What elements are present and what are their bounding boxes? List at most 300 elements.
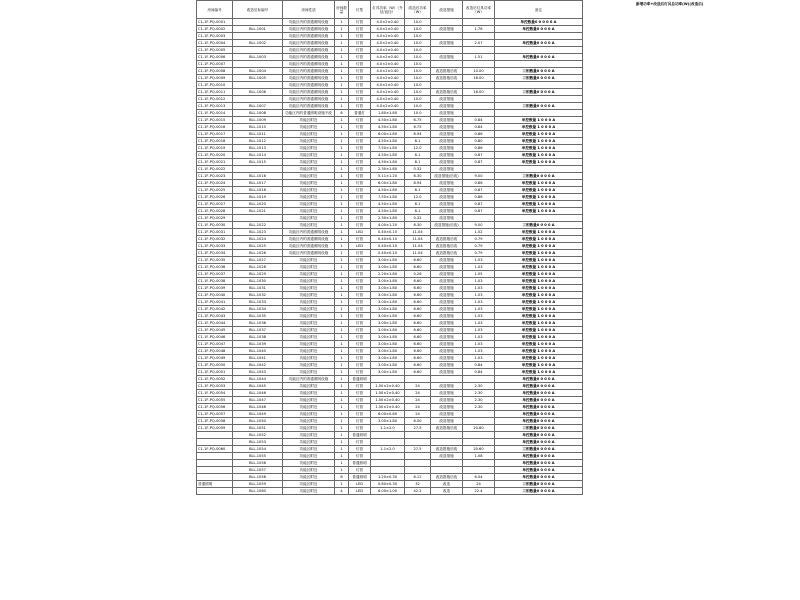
table-cell: C1-1F-PQ-0027 bbox=[197, 201, 233, 208]
table-cell: BLL-1035 bbox=[233, 313, 283, 320]
table-cell: 0.87 bbox=[463, 152, 495, 159]
table-cell: BLL-1031 bbox=[233, 285, 283, 292]
table-cell bbox=[405, 432, 431, 439]
table-cell: 功能区附近 bbox=[283, 201, 335, 208]
table-cell: 改造措施 bbox=[431, 145, 463, 152]
table-cell: 三相数量0 0 0 0 A bbox=[495, 222, 583, 229]
table-cell: 灯管 bbox=[349, 208, 371, 215]
table-cell: 三相数量0 0 0 0 A bbox=[495, 425, 583, 432]
column-header: 灯型 bbox=[349, 1, 371, 19]
table-cell: 功能区内的普通照明设施 bbox=[283, 82, 335, 89]
table-cell: 1 bbox=[335, 103, 349, 110]
table-cell: 1 bbox=[335, 376, 349, 383]
table-cell: 0.40×0.10 bbox=[371, 243, 405, 250]
table-cell: 功能区附近 bbox=[283, 460, 335, 467]
table-cell: 功能区附近 bbox=[283, 425, 335, 432]
table-cell: 单控数量0 0 0 0 A bbox=[495, 453, 583, 460]
table-cell: 24 bbox=[405, 404, 431, 411]
table-cell bbox=[463, 411, 495, 418]
table-cell: 1.20×0.30 bbox=[371, 474, 405, 481]
table-cell: 1 bbox=[335, 397, 349, 404]
table-cell: 4.0×2×0.40 bbox=[371, 61, 405, 68]
table-cell: 灯管 bbox=[349, 166, 371, 173]
table-cell: 功能区附近 bbox=[283, 138, 335, 145]
table-cell: 改造措施 bbox=[431, 152, 463, 159]
table-cell: 功能区内的普通照明设施 bbox=[283, 26, 335, 33]
table-cell: 单控数量0 0 0 0 A bbox=[495, 474, 583, 481]
table-cell: 功能区内的普通照明设施 bbox=[283, 236, 335, 243]
table-cell: 0.79 bbox=[463, 250, 495, 257]
table-row bbox=[197, 180, 583, 187]
table-cell: 8.94 bbox=[405, 180, 431, 187]
table-cell: C1-1F-PQ-0038 bbox=[197, 278, 233, 285]
table-cell: 4.50×1.80 bbox=[371, 208, 405, 215]
table-cell: 改造 bbox=[431, 488, 463, 495]
table-cell: 单控数量 1 0 0 0 A bbox=[495, 362, 583, 369]
table-cell: 单控数量 1 0 0 0 A bbox=[495, 194, 583, 201]
table-cell: 4.50×1.80 bbox=[371, 124, 405, 131]
table-cell: 灯管 bbox=[349, 54, 371, 61]
table-cell bbox=[405, 439, 431, 446]
table-cell: 单控数量 1 0 0 0 A bbox=[495, 236, 583, 243]
table-cell: 改造措施后改 bbox=[431, 250, 463, 257]
table-cell bbox=[431, 460, 463, 467]
table-cell: 功能区附近 bbox=[283, 264, 335, 271]
table-cell: 1 bbox=[335, 271, 349, 278]
table-cell: 功能区内的普通照明设施 bbox=[283, 47, 335, 54]
table-cell: 1.03 bbox=[463, 285, 495, 292]
table-cell: 1 bbox=[335, 327, 349, 334]
table-cell: 1 bbox=[335, 453, 349, 460]
table-cell: 功能区附近 bbox=[283, 159, 335, 166]
table-cell: 1 bbox=[335, 47, 349, 54]
table-cell: 灯管 bbox=[349, 117, 371, 124]
table-cell: BLL-1039 bbox=[233, 341, 283, 348]
table-row bbox=[197, 446, 583, 453]
table-cell bbox=[431, 47, 463, 54]
table-cell: 单控数量 1 0 0 0 A bbox=[495, 285, 583, 292]
table-cell: 0.26 bbox=[405, 271, 431, 278]
table-cell: 功能区内的普通照明设施 bbox=[283, 75, 335, 82]
table-cell: C1-1F-PQ-0022 bbox=[197, 166, 233, 173]
table-cell: C1-1F-PQ-0049 bbox=[197, 355, 233, 362]
table-cell bbox=[405, 467, 431, 474]
table-row bbox=[197, 439, 583, 446]
table-cell: BLL-1038 bbox=[233, 334, 283, 341]
table-cell: C1-1F-PQ-0025 bbox=[197, 187, 233, 194]
table-cell bbox=[431, 432, 463, 439]
table-cell: 6.60 bbox=[405, 306, 431, 313]
table-cell bbox=[405, 376, 431, 383]
table-cell: C1-1F-PQ-0011 bbox=[197, 89, 233, 96]
table-cell: 6 bbox=[335, 110, 349, 117]
table-cell: 1.03 bbox=[463, 264, 495, 271]
table-cell: C1-1F-PQ-0030 bbox=[197, 222, 233, 229]
table-cell: 0.86 bbox=[463, 194, 495, 201]
table-cell: 单控数量 1 0 0 0 A bbox=[495, 257, 583, 264]
table-cell: 0.40×0.10 bbox=[371, 236, 405, 243]
table-cell: 1 bbox=[335, 369, 349, 376]
table-cell: 单控数量 1 0 0 0 A bbox=[495, 334, 583, 341]
table-cell: 20.60 bbox=[463, 425, 495, 432]
table-cell: 1 bbox=[335, 467, 349, 474]
table-cell: BLL-1009 bbox=[233, 117, 283, 124]
table-cell bbox=[495, 61, 583, 68]
table-row bbox=[197, 460, 583, 467]
table-row bbox=[197, 404, 583, 411]
table-cell: BLL-1042 bbox=[233, 362, 283, 369]
table-cell: C1-1F-PQ-0003 bbox=[197, 33, 233, 40]
table-cell: 灯管 bbox=[349, 446, 371, 453]
table-cell: 1.80×1.80 bbox=[371, 110, 405, 117]
table-cell: 1 bbox=[335, 82, 349, 89]
table-cell: 1 bbox=[335, 432, 349, 439]
table-row bbox=[197, 411, 583, 418]
table-cell: 改造措施后改 bbox=[431, 236, 463, 243]
table-cell: 单控数量0 0 0 0 A bbox=[495, 404, 583, 411]
table-cell: 功能区附近 bbox=[283, 362, 335, 369]
table-cell: 3.00×1.80 bbox=[371, 362, 405, 369]
table-cell: 6.60 bbox=[405, 278, 431, 285]
table-cell: 功能区内的普通照明设施 bbox=[283, 54, 335, 61]
table-cell: 1 bbox=[335, 138, 349, 145]
table-cell: 8.1 bbox=[405, 152, 431, 159]
table-cell: C1-1F-PQ-0044 bbox=[197, 320, 233, 327]
table-cell: BLL-1032 bbox=[233, 292, 283, 299]
table-cell: 灯管 bbox=[349, 383, 371, 390]
table-cell: 16.00 bbox=[463, 89, 495, 96]
table-row bbox=[197, 250, 583, 257]
table-cell: BLL-1016 bbox=[233, 173, 283, 180]
table-cell: C1-1F-PQ-0045 bbox=[197, 327, 233, 334]
table-cell bbox=[431, 376, 463, 383]
table-cell bbox=[431, 82, 463, 89]
table-cell bbox=[197, 432, 233, 439]
table-cell: 4.0×2×0.40 bbox=[371, 54, 405, 61]
table-cell: 2.30 bbox=[463, 397, 495, 404]
table-row bbox=[197, 124, 583, 131]
table-cell: 8 bbox=[335, 474, 349, 481]
table-cell: C1-1F-PQ-0008 bbox=[197, 68, 233, 75]
table-row bbox=[197, 110, 583, 117]
table-cell: 灯管 bbox=[349, 320, 371, 327]
table-cell: 普通照明 bbox=[349, 432, 371, 439]
table-cell: 6.50 bbox=[405, 418, 431, 425]
table-cell: 3.00×1.80 bbox=[371, 355, 405, 362]
table-cell: 3.00×1.80 bbox=[371, 292, 405, 299]
table-cell: 4.0×2×0.40 bbox=[371, 19, 405, 26]
table-cell: 改造措施 bbox=[431, 320, 463, 327]
table-cell: 1 bbox=[335, 187, 349, 194]
table-cell: 改造措施 bbox=[431, 348, 463, 355]
table-cell: C1-1F-PQ-0002 bbox=[197, 26, 233, 33]
table-row bbox=[197, 320, 583, 327]
table-cell: 普通照明 bbox=[349, 474, 371, 481]
table-cell: 功能区附近 bbox=[283, 453, 335, 460]
table-cell: 功能区附近 bbox=[283, 439, 335, 446]
table-cell bbox=[233, 215, 283, 222]
table-cell: C1-1F-PQ-0055 bbox=[197, 397, 233, 404]
table-cell: 功能区内的普通照明设施 bbox=[283, 250, 335, 257]
table-cell: 6.00×1.80 bbox=[371, 180, 405, 187]
table-row bbox=[197, 131, 583, 138]
table-cell: 功能区附近 bbox=[283, 432, 335, 439]
table-row bbox=[197, 40, 583, 47]
table-cell: 灯管 bbox=[349, 425, 371, 432]
table-cell: 功能区附近 bbox=[283, 467, 335, 474]
table-cell: 改造措施(后改) bbox=[431, 173, 463, 180]
table-cell: BLL-1036 bbox=[233, 320, 283, 327]
table-cell: 1 bbox=[335, 208, 349, 215]
table-cell: 4.0×2×0.40 bbox=[371, 75, 405, 82]
table-row bbox=[197, 68, 583, 75]
table-cell: 1 bbox=[335, 355, 349, 362]
table-cell: 3.00×1.80 bbox=[371, 285, 405, 292]
table-cell: 0.84 bbox=[463, 124, 495, 131]
table-cell: 灯管 bbox=[349, 348, 371, 355]
table-row bbox=[197, 243, 583, 250]
table-cell: 1.50×2×0.40 bbox=[371, 404, 405, 411]
table-cell: 1 bbox=[335, 26, 349, 33]
table-cell: LED bbox=[349, 481, 371, 488]
table-cell: BLL-1051 bbox=[233, 425, 283, 432]
table-row bbox=[197, 313, 583, 320]
table-cell bbox=[405, 460, 431, 467]
table-cell: 1 bbox=[335, 299, 349, 306]
table-cell: 7.50×1.80 bbox=[371, 145, 405, 152]
table-cell: BLL-1056 bbox=[233, 460, 283, 467]
table-cell bbox=[233, 19, 283, 26]
table-cell: 1.03 bbox=[463, 341, 495, 348]
table-cell bbox=[495, 82, 583, 89]
table-cell: C1-1F-PQ-0028 bbox=[197, 208, 233, 215]
table-cell: 改造措施 bbox=[431, 180, 463, 187]
table-cell: 功能区附近 bbox=[283, 257, 335, 264]
table-cell: 10.0 bbox=[405, 47, 431, 54]
table-cell: 灯管 bbox=[349, 82, 371, 89]
table-cell: 三相数量0 0 0 0 A bbox=[495, 68, 583, 75]
table-cell: 改造措施 bbox=[431, 299, 463, 306]
table-row bbox=[197, 152, 583, 159]
table-cell: C1-1F-PQ-0026 bbox=[197, 194, 233, 201]
table-cell: 改造措施后改 bbox=[431, 474, 463, 481]
table-cell: 18.00 bbox=[463, 75, 495, 82]
table-cell: 灯管 bbox=[349, 418, 371, 425]
table-cell bbox=[371, 376, 405, 383]
table-cell: 功能区附近 bbox=[283, 117, 335, 124]
table-cell: 1 bbox=[335, 152, 349, 159]
table-cell: 10.0 bbox=[405, 26, 431, 33]
table-cell: 1 bbox=[335, 131, 349, 138]
table-cell: 功能区附近 bbox=[283, 187, 335, 194]
table-cell: 1 bbox=[335, 173, 349, 180]
table-cell: BLL-1059 bbox=[233, 481, 283, 488]
table-cell: 1 bbox=[335, 180, 349, 187]
table-cell: 单控数量 1 0 0 0 A bbox=[495, 264, 583, 271]
table-cell: LED bbox=[349, 488, 371, 495]
table-cell: BLL-1033 bbox=[233, 299, 283, 306]
table-cell bbox=[495, 215, 583, 222]
table-cell: BLL-1027 bbox=[233, 257, 283, 264]
table-cell: 灯管 bbox=[349, 313, 371, 320]
table-cell: 功能区内的普通照明设施 bbox=[283, 19, 335, 26]
table-cell: 单控数量 1 0 0 0 A bbox=[495, 250, 583, 257]
table-cell: 改造措施 bbox=[431, 201, 463, 208]
table-cell: 10.0 bbox=[405, 75, 431, 82]
table-cell: 改造措施 bbox=[431, 306, 463, 313]
table-cell: 灯管 bbox=[349, 334, 371, 341]
table-cell: 灯管 bbox=[349, 397, 371, 404]
table-cell: C1-1F-PQ-0014 bbox=[197, 110, 233, 117]
table-cell: BLL-1003 bbox=[233, 54, 283, 61]
table-cell: 三相数量0 0 0 0 A bbox=[495, 89, 583, 96]
table-row bbox=[197, 33, 583, 40]
table-cell: C1-1F-PQ-0004 bbox=[197, 40, 233, 47]
table-cell: 灯管 bbox=[349, 131, 371, 138]
table-cell: 2.30 bbox=[463, 390, 495, 397]
table-cell: 改造措施 bbox=[431, 166, 463, 173]
table-cell: 0.86 bbox=[463, 180, 495, 187]
table-cell: 灯管 bbox=[349, 159, 371, 166]
table-cell: BLL-1040 bbox=[233, 348, 283, 355]
table-cell: 功能区内的普通照明设施 bbox=[283, 243, 335, 250]
table-cell: 灯管 bbox=[349, 453, 371, 460]
table-cell: 灯管 bbox=[349, 47, 371, 54]
table-cell: 8.1 bbox=[405, 187, 431, 194]
table-row bbox=[197, 257, 583, 264]
table-cell: 3.00×1.80 bbox=[371, 341, 405, 348]
table-cell: BLL-1041 bbox=[233, 355, 283, 362]
table-cell: 6.60 bbox=[405, 362, 431, 369]
table-cell bbox=[371, 453, 405, 460]
table-row bbox=[197, 292, 583, 299]
table-cell bbox=[495, 33, 583, 40]
table-cell: 10.0 bbox=[405, 19, 431, 26]
table-cell: 改造措施 bbox=[431, 453, 463, 460]
table-row bbox=[197, 26, 583, 33]
table-cell: 6.30 bbox=[405, 222, 431, 229]
table-cell: 功能区附近 bbox=[283, 404, 335, 411]
table-cell: 2.30 bbox=[463, 383, 495, 390]
table-cell: 0.84 bbox=[463, 117, 495, 124]
table-cell bbox=[463, 418, 495, 425]
table-cell: 功能区内的普通照明设施 bbox=[283, 40, 335, 47]
table-cell: 4.0×2×0.40 bbox=[371, 26, 405, 33]
table-cell: 改造措施 bbox=[431, 110, 463, 117]
table-cell: 单控数量 1 0 0 0 A bbox=[495, 348, 583, 355]
table-cell: 普通照明 bbox=[349, 376, 371, 383]
table-cell: 3.00×1.80 bbox=[371, 264, 405, 271]
table-cell: BLL-1018 bbox=[233, 187, 283, 194]
table-row bbox=[197, 474, 583, 481]
column-header: 改造后灯具功率（W） bbox=[463, 1, 495, 19]
table-cell: 改造措施 bbox=[431, 124, 463, 131]
table-cell: 单控数量0 0 0 0 A bbox=[495, 411, 583, 418]
table-cell: 24 bbox=[405, 383, 431, 390]
table-cell: 1 bbox=[335, 278, 349, 285]
table-cell: 10.0 bbox=[405, 33, 431, 40]
table-cell: 改造措施 bbox=[431, 334, 463, 341]
table-cell: 9.00 bbox=[463, 173, 495, 180]
table-cell: 单控数量 1 0 0 0 A bbox=[495, 229, 583, 236]
table-cell bbox=[371, 439, 405, 446]
table-row bbox=[197, 103, 583, 110]
table-cell: 3.00×1.80 bbox=[371, 278, 405, 285]
table-cell bbox=[463, 47, 495, 54]
table-cell: BLL-1044 bbox=[233, 376, 283, 383]
table-cell: 3.00×1.80 bbox=[371, 320, 405, 327]
table-row bbox=[197, 481, 583, 488]
table-cell: 2.30×1.80 bbox=[371, 166, 405, 173]
spreadsheet bbox=[196, 0, 583, 495]
table-cell: 1 bbox=[335, 117, 349, 124]
table-cell: 功能区内的普通照明设施 bbox=[283, 61, 335, 68]
table-cell: 改造措施 bbox=[431, 362, 463, 369]
table-cell: 1 bbox=[335, 411, 349, 418]
table-cell: 8.1 bbox=[405, 201, 431, 208]
table-row bbox=[197, 453, 583, 460]
table-cell: 灯管 bbox=[349, 390, 371, 397]
table-cell: BLL-1005 bbox=[233, 75, 283, 82]
table-cell: C1-1F-PQ-0005 bbox=[197, 47, 233, 54]
table-cell: 灯管 bbox=[349, 152, 371, 159]
table-cell: 灯管 bbox=[349, 194, 371, 201]
table-cell bbox=[463, 376, 495, 383]
table-cell: 1 bbox=[335, 236, 349, 243]
table-cell: BLL-1030 bbox=[233, 278, 283, 285]
table-cell: BLL-1013 bbox=[233, 145, 283, 152]
table-cell: 三相数量0 0 0 0 A bbox=[495, 481, 583, 488]
table-cell bbox=[463, 33, 495, 40]
table-row bbox=[197, 306, 583, 313]
table-cell: 改造措施 bbox=[431, 383, 463, 390]
table-cell: 4.50×1.80 bbox=[371, 159, 405, 166]
table-cell: C1-1F-PQ-0047 bbox=[197, 341, 233, 348]
table-cell: 改造措施 bbox=[431, 26, 463, 33]
table-cell: 灯管 bbox=[349, 75, 371, 82]
table-cell: 改造措施 bbox=[431, 390, 463, 397]
table-cell: 单控数量0 0 0 0 A bbox=[495, 460, 583, 467]
table-cell: 1.50×2×0.40 bbox=[371, 390, 405, 397]
table-cell: 灯管 bbox=[349, 257, 371, 264]
table-cell: 功能区附近 bbox=[283, 180, 335, 187]
table-cell bbox=[463, 166, 495, 173]
table-cell: 单控数量 1 0 0 0 A bbox=[495, 341, 583, 348]
table-cell: 1 bbox=[335, 460, 349, 467]
table-cell: C1-1F-PQ-0060 bbox=[197, 446, 233, 453]
table-cell bbox=[463, 110, 495, 117]
table-cell: 功能区附近 bbox=[283, 222, 335, 229]
table-cell: BLL-1052 bbox=[233, 432, 283, 439]
table-cell: 灯管 bbox=[349, 187, 371, 194]
table-cell bbox=[233, 33, 283, 40]
table-cell: 单控数量 1 0 0 0 A bbox=[495, 152, 583, 159]
table-cell: 单控数量0 0 0 0 0 A bbox=[495, 19, 583, 26]
table-cell: C1-1F-PQ-0052 bbox=[197, 376, 233, 383]
table-cell bbox=[431, 229, 463, 236]
table-cell: 灯管 bbox=[349, 362, 371, 369]
table-cell: BLL-1037 bbox=[233, 327, 283, 334]
table-cell: 改造措施 bbox=[431, 96, 463, 103]
table-cell bbox=[233, 166, 283, 173]
table-cell: C1-1F-PQ-0041 bbox=[197, 299, 233, 306]
table-cell: 灯管 bbox=[349, 264, 371, 271]
table-cell: 22.4 bbox=[463, 488, 495, 495]
table-cell: 功能区附近 bbox=[283, 397, 335, 404]
table-cell: 改造措施 bbox=[431, 40, 463, 47]
table-cell: BLL-1043 bbox=[233, 369, 283, 376]
table-cell: 0.87 bbox=[463, 187, 495, 194]
